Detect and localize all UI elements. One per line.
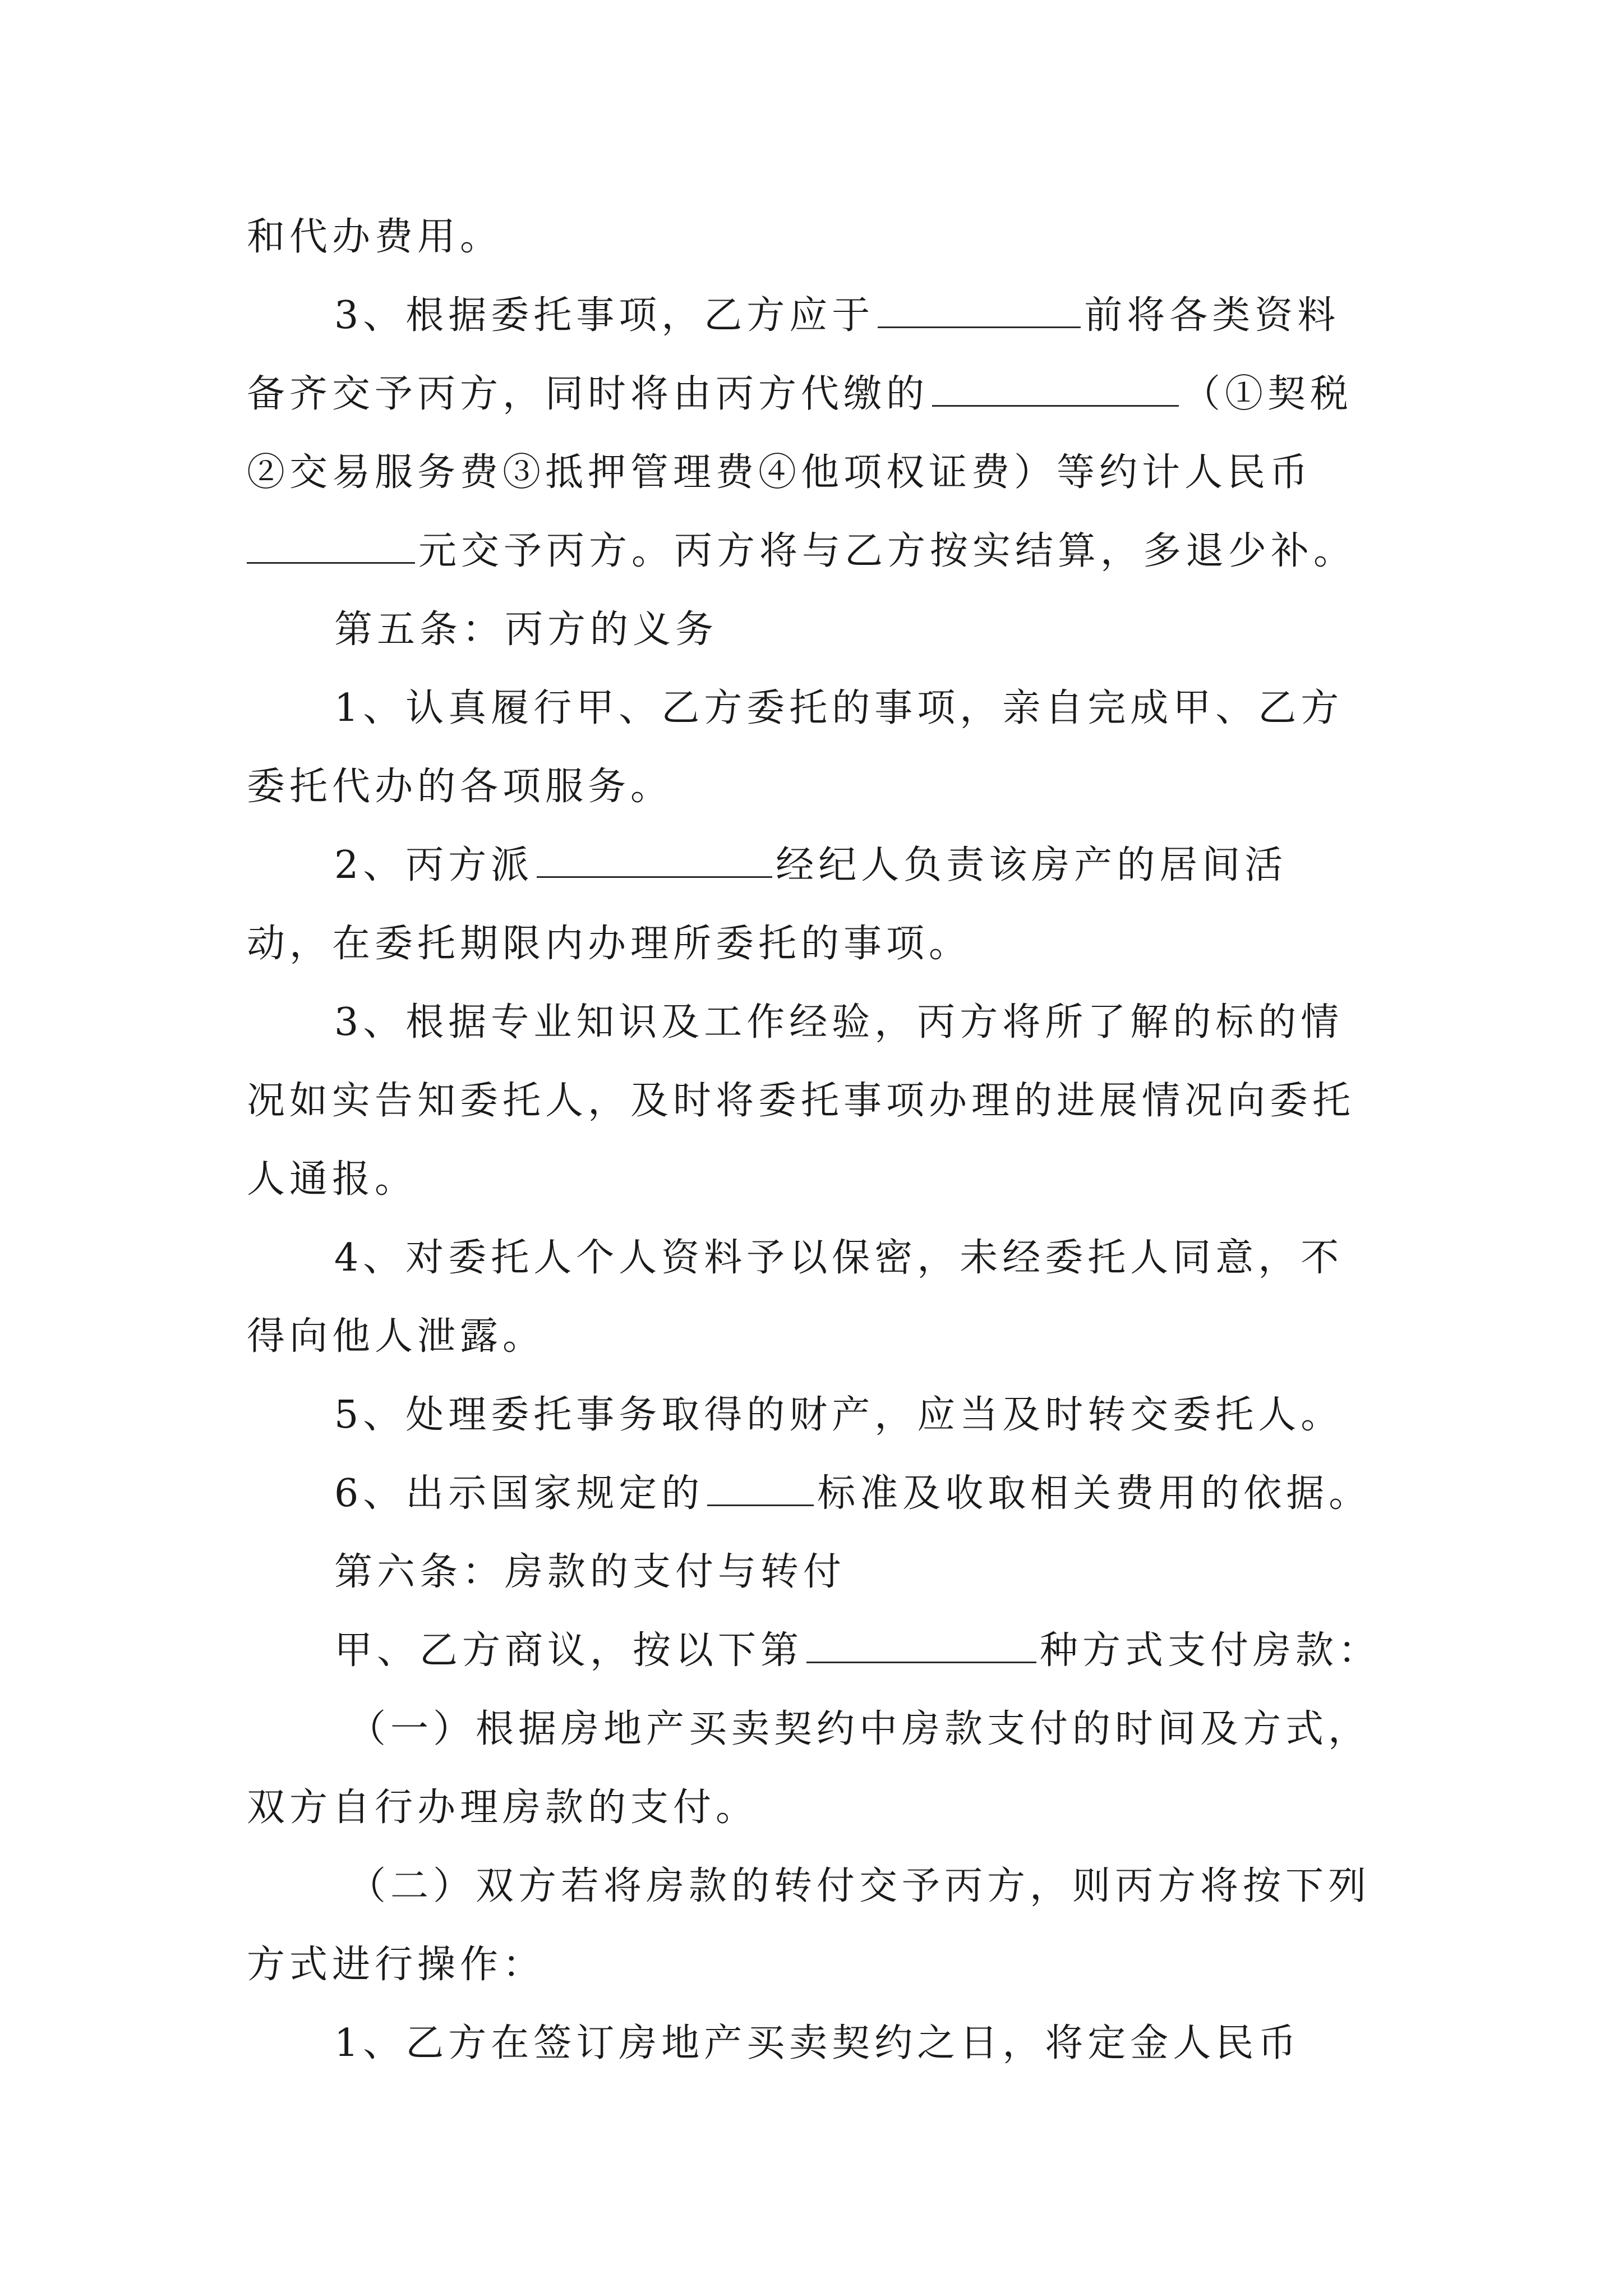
- text-line: [348, 1696, 1371, 1763]
- text-content: （二）双方若将房款的转付交予丙方，则丙方将按下列: [348, 1864, 1371, 1908]
- text-line: [334, 1382, 1343, 1449]
- text-content: 经纪人负责该房产的居间活: [776, 843, 1288, 887]
- text-line: [247, 204, 502, 271]
- text-content: 标准及收取相关费用的依据。: [817, 1471, 1372, 1516]
- text-content: 1、乙方在签订房地产买卖契约之日，将定金人民币: [334, 2021, 1301, 2065]
- text-content: 3、根据委托事项，乙方应于: [334, 293, 875, 338]
- text-line: [334, 282, 1340, 349]
- text-content: （①契税: [1182, 372, 1353, 416]
- text-content: 方式进行操作：: [247, 1943, 546, 1987]
- text-content: 双方自行办理房款的支付。: [247, 1786, 759, 1830]
- text-content: 3、根据专业知识及工作经验，丙方将所了解的标的情: [334, 1000, 1344, 1045]
- fill-in-blank[interactable]: [247, 525, 415, 564]
- text-content: 第六条：房款的支付与转付: [334, 1550, 846, 1594]
- text-line: [247, 1146, 417, 1213]
- text-line: [247, 1774, 758, 1842]
- section-heading: [334, 596, 718, 664]
- text-content: 4、对委托人个人资料予以保密，未经委托人同意，不: [334, 1236, 1344, 1280]
- fill-in-blank[interactable]: [707, 1467, 814, 1506]
- text-content: 甲、乙方商议，按以下第: [334, 1628, 804, 1673]
- text-line: [334, 1225, 1343, 1292]
- fill-in-blank[interactable]: [932, 368, 1179, 407]
- text-line: [334, 675, 1343, 742]
- section-heading: [334, 1539, 846, 1606]
- text-line: [247, 518, 1356, 585]
- text-content: 动，在委托期限内办理所委托的事项。: [247, 922, 972, 966]
- text-line: [247, 753, 673, 821]
- text-line: [247, 910, 971, 978]
- text-content: 前将各类资料: [1084, 293, 1340, 338]
- text-content: 元交予丙方。丙方将与乙方按实结算，多退少补。: [418, 529, 1357, 573]
- text-content: （一）根据房地产买卖契约中房款支付的时间及方式，: [348, 1707, 1371, 1751]
- fill-in-blank[interactable]: [878, 289, 1081, 328]
- text-content: ②交易服务费③抵押管理费④他项权证费）等约计人民币: [247, 450, 1313, 495]
- text-content: 1、认真履行甲、乙方委托的事项，亲自完成甲、乙方: [334, 686, 1344, 730]
- text-content: 况如实告知委托人，及时将委托事项办理的进展情况向委托: [247, 1079, 1355, 1123]
- text-content: 备齐交予丙方，同时将由丙方代缴的: [247, 372, 929, 416]
- text-line: [247, 1931, 545, 1999]
- text-line: [247, 1068, 1355, 1135]
- text-content: 委托代办的各项服务。: [247, 765, 674, 809]
- text-line: [334, 2010, 1301, 2077]
- text-line: [334, 832, 1287, 899]
- text-content: 种方式支付房款：: [1040, 1628, 1381, 1673]
- text-line: [247, 1303, 545, 1370]
- fill-in-blank[interactable]: [537, 839, 772, 878]
- text-line: [247, 439, 1312, 507]
- text-line: [334, 989, 1343, 1056]
- fill-in-blank[interactable]: [806, 1625, 1036, 1663]
- text-content: 6、出示国家规定的: [334, 1471, 704, 1516]
- text-content: 第五条：丙方的义务: [334, 608, 718, 652]
- text-line: [247, 361, 1353, 428]
- text-line: [334, 1460, 1371, 1527]
- text-content: 人通报。: [247, 1157, 418, 1202]
- text-content: 和代办费用。: [247, 215, 503, 259]
- text-content: 5、处理委托事务取得的财产，应当及时转交委托人。: [334, 1393, 1344, 1437]
- text-content: 得向他人泄露。: [247, 1314, 546, 1359]
- text-content: 2、丙方派: [334, 843, 534, 887]
- text-line: [334, 1617, 1381, 1685]
- text-line: [348, 1853, 1371, 1920]
